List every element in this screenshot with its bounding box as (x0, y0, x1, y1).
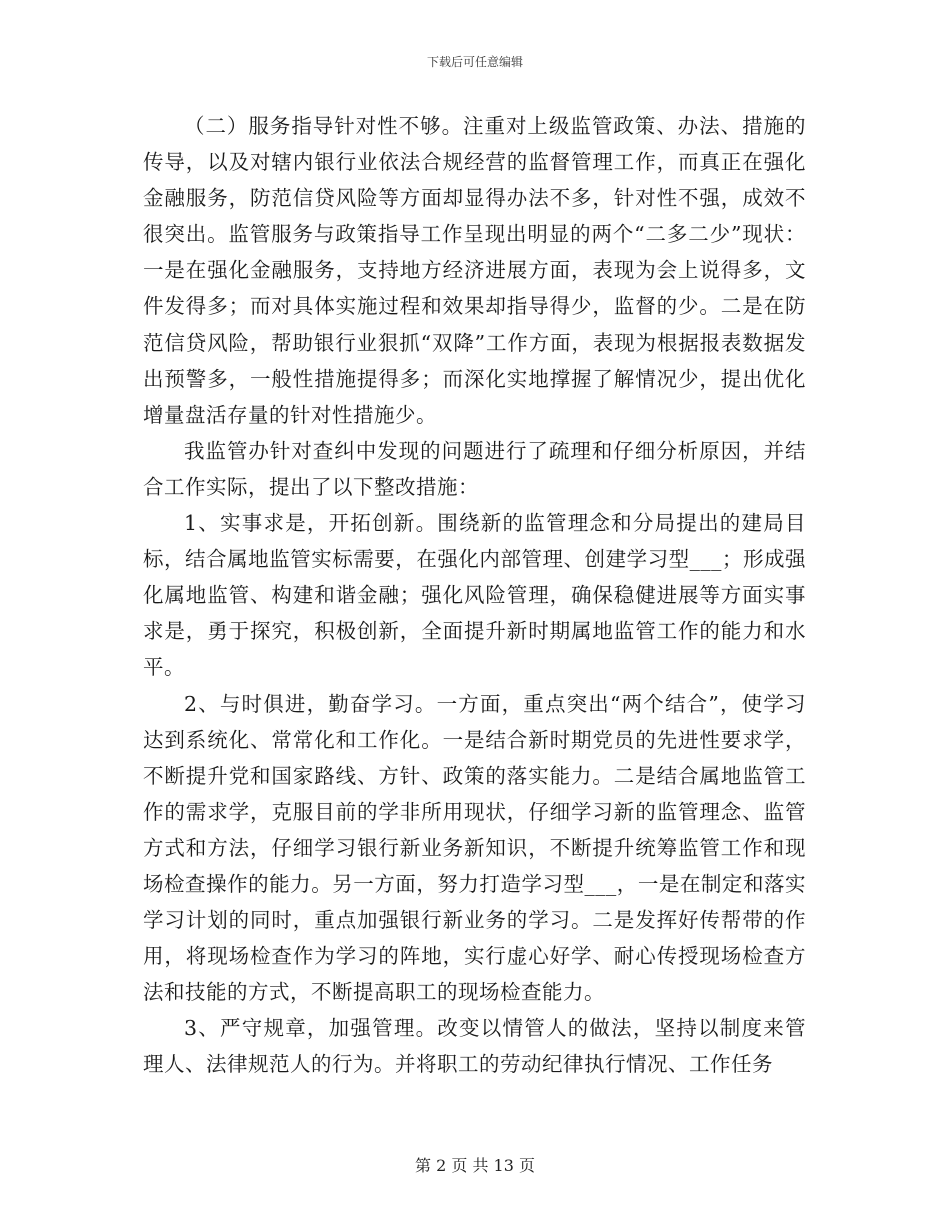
page-number: 第 2 页 共 13 页 (415, 1156, 535, 1175)
page-header: 下载后可任意编辑 (426, 55, 523, 69)
document-body (143, 108, 806, 1083)
paragraph-service-guidance: （二）服务指导针对性不够。注重对上级监管政策、办法、措施的传导，以及对辖内银行业依法合规经营的监督管理工作，而真正在强化金融服务，防范信贷风险等方面却显得办法不多，针对性不强，成效不很突出。监管服务与政策指导工作呈现出明显的两个“二多二少”现状：一是在强化金融服务，支持地方经济进展方面，表现为会上说得多，文件发得多；而对具体实施过程和效果却指导得少，监督的少。二是在防范信贷风险，帮助银行业狠抓“双降”工作方面，表现为根据报表数据发出预警多，一般性措施提得多；而深化实地撑握了解情况少，提出优化增量盘活存量的针对性措施少。 (143, 114, 806, 427)
paragraph-rectification-intro: 我监管办针对查纠中发现的问题进行了疏理和仔细分析原因，并结合工作实际，提出了以下整改措施： (143, 438, 806, 499)
paragraph-measure-3: 3、严守规章，加强管理。改变以情管人的做法，坚持以制度来管理人、法律规范人的行为。并将职工的劳动纪律执行情况、工作任务 (143, 1016, 806, 1077)
paragraph-measure-2: 2、与时俱进，勤奋学习。一方面，重点突出“两个结合”，使学习达到系统化、常常化和工作化。一是结合新时期党员的先进性要求学，不断提升党和国家路线、方针、政策的落实能力。二是结合属地监管工作的需求学，克服目前的学非所用现状，仔细学习新的监管理念、监管方式和方法，仔细学习银行新业务新知识，不断提升统筹监管工作和现场检查操作的能力。另一方面，努力打造学习型___，一是在制定和落实学习计划的同时，重点加强银行新业务的学习。二是发挥好传帮带的作用，将现场检查作为学习的阵地，实行虚心好学、耐心传授现场检查方法和技能的方式，不断提高职工的现场检查能力。 (143, 691, 806, 1005)
paragraph-measure-1: 1、实事求是，开拓创新。围绕新的监管理念和分局提出的建局目标，结合属地监管实标需要，在强化内部管理、创建学习型___；形成强化属地监管、构建和谐金融；强化风险管理，确保稳健进展等方面实事求是，勇于探究，积极创新，全面提升新时期属地监管工作的能力和水平。 (143, 511, 806, 680)
